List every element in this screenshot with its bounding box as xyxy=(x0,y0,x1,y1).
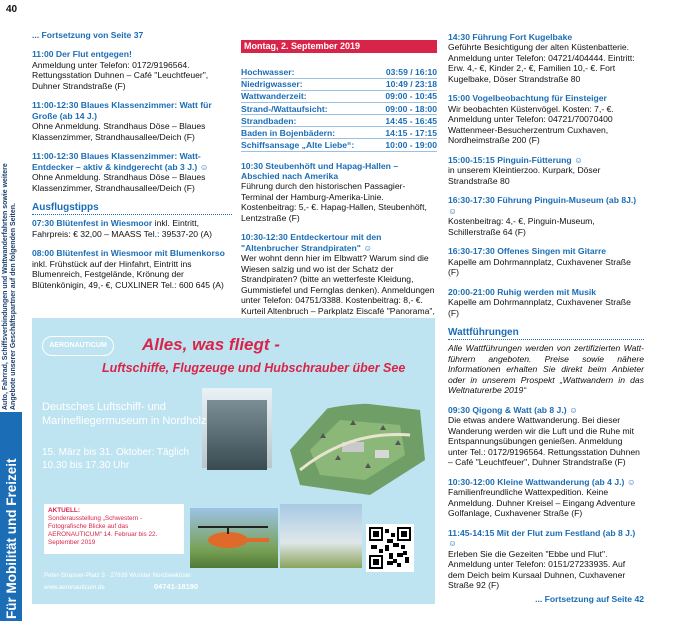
event-text: Kapelle am Dohrmannplatz, Cuxhavener Straße (F) xyxy=(448,256,631,278)
watt-title: 11:45-14:15 Mit der Flut zum Festland (ab 8 J.) ☺ xyxy=(448,527,636,549)
ad-phone: 04741-18190 xyxy=(154,582,199,591)
event-text: Anmeldung unter Telefon: 0172/9196564. Rettungsstation Duhnen – Café "Leuchtfeuer", Duhner Strandstraße (F) xyxy=(32,59,209,91)
trip-entry xyxy=(32,218,232,239)
ad-photo-exhibit xyxy=(207,400,267,470)
event-entry xyxy=(448,93,644,145)
ad-opening-hours: 15. März bis 31. Oktober: Täglich 10.30 bis 17.30 Uhr xyxy=(42,447,190,471)
tide-value: 03:59 / 16:10 xyxy=(376,67,437,79)
page-number: 40 xyxy=(6,4,18,15)
ad-special-exhibit xyxy=(44,504,184,554)
tide-row xyxy=(241,115,437,127)
tide-value: 09:00 - 18:00 xyxy=(376,103,437,115)
tide-label: Baden in Bojenbädern: xyxy=(241,127,376,139)
helicopter-icon xyxy=(190,508,278,568)
trip-text: Fahrpreis: € 32,00 – MAASS Tel.: 39537-20 (A) xyxy=(32,228,212,239)
tide-table xyxy=(241,67,437,152)
ad-site-map xyxy=(280,390,430,500)
event-entry xyxy=(241,161,437,224)
tide-row xyxy=(241,127,437,139)
event-title: 10:30 Steubenhöft und Hapag-Hallen – Abschied nach Amerika xyxy=(241,160,399,181)
column-middle xyxy=(241,40,437,336)
event-entry xyxy=(448,32,644,84)
trip-title: 08:00 Blütenfest in Wiesmoor mit Blumenkorso xyxy=(32,248,225,259)
event-title: 16:30-17:30 Führung Pinguin-Museum (ab 8J.) ☺ xyxy=(448,195,637,216)
ad-box-text: Sonderausstellung „Schwestern - Fotografische Blicke auf das AERONAUTICUM“ 14. Februar bis 22. September 2019 xyxy=(48,515,158,546)
ad-title: Alles, was fliegt - xyxy=(142,335,280,354)
ad-museum-name: Deutsches Luftschiff- und Marinefliegermuseum in Nordholz xyxy=(42,401,207,428)
tide-row xyxy=(241,103,437,115)
continued-from: ... Fortsetzung von Seite 37 xyxy=(32,30,144,40)
ad-logo: AERONAUTICUM xyxy=(42,336,114,356)
column-left xyxy=(32,30,232,299)
tide-row xyxy=(241,91,437,103)
ad-photo-helicopter xyxy=(190,508,278,568)
tide-value: 10:00 - 19:00 xyxy=(376,139,437,151)
ad-box-title: AKTUELL: xyxy=(48,507,80,514)
event-title: 14:30 Führung Fort Kugelbake xyxy=(448,32,573,42)
tide-label: Schiffsansage „Alte Liebe“: xyxy=(241,139,376,151)
museum-ad xyxy=(32,318,435,604)
event-entry xyxy=(241,232,437,326)
sidebar-tab xyxy=(0,412,22,621)
trip-text: inkl. Frühstück auf der Hinfahrt, Eintritt ins Blumenreich, Festgelände, Krönung der Blütenkönigin, 49,- €, CUXLINER Tel.: 600 645 (A) xyxy=(32,258,224,290)
event-title: 16:30-17:30 Offenes Singen mit Gitarre xyxy=(448,246,607,257)
event-entry xyxy=(448,195,644,237)
tide-value: 09:00 - 10:45 xyxy=(376,91,437,103)
trip-title-suffix: inkl. Eintritt, xyxy=(152,218,200,229)
column-right xyxy=(448,32,644,604)
watt-intro: Alle Wattführungen werden von zertifizierten Watt-führern angeboten. Preise sowie nähere Informationen erhalten Sie direkt beim Anbieter oder in unserem Prospekt „Wattwandern in das Weltnaturerbe 2019“ xyxy=(448,343,644,396)
date-header: Montag, 2. September 2019 xyxy=(241,40,437,53)
sidebar-note: Auto, Fahrrad, Schiffsverbindungen und Wattwanderfahrten sowie weitere Angebote unserer Geschäftspartner auf den folgenden Seiten. xyxy=(2,163,18,410)
watt-entry xyxy=(448,528,644,591)
trip-title: 07:30 Blütenfest in Wiesmoor xyxy=(32,218,153,229)
section-title-trips: Ausflugstipps xyxy=(32,202,232,215)
watt-text: Die etwas andere Wattwanderung. Bei dieser Wanderung werden wir die Luft und die Ruhe mit Entspannungsübungen genießen. Anmeldung unter Tel.: 0172/9196564. Rettungsstation Duhnen – Café "Leuchtfeuer", Duhner Strandstraße (F) xyxy=(448,415,640,468)
tide-label: Strandbaden: xyxy=(241,115,376,127)
section-title-watt: Wattführungen xyxy=(448,327,644,340)
event-title: 15:00 Vogelbeobachtung für Einsteiger xyxy=(448,93,607,104)
ad-address: Peter-Strasser-Platz 3 · 27639 Wurster Nordseeküste xyxy=(44,572,191,579)
event-title: 20:00-21:00 Ruhig werden mit Musik xyxy=(448,286,597,297)
event-text: Ohne Anmeldung. Strandhaus Döse – Blaues Klassenzimmer, Strandhausallee/Deich (F) xyxy=(32,172,206,193)
qr-code-icon xyxy=(366,524,414,572)
watt-title: 09:30 Qigong & Watt (ab 8 J.) ☺ xyxy=(448,404,578,415)
tide-value: 14:45 - 16:45 xyxy=(376,115,437,127)
event-text: Wer wohnt denn hier im Elbwatt? Warum sind die Wiesen salzig und wo ist der Schatz der Strandpiraten? (bitte an wetterfeste Kleidung, Gummistiefel und Fernglas denken). Anmeldungen unter Telefon: 04751/3388. Kostenbeitrag: 8,- €. Kurteil Altenbruch – Parkplatz Eiscafé "Panorama", xyxy=(241,253,435,316)
event-text: in unserem Kleintierzoo. Kurpark, Döser Strandstraße 80 xyxy=(448,165,601,186)
sidebar-title: Für Mobilität und Freizeit xyxy=(4,458,19,619)
trip-entry xyxy=(32,248,232,290)
event-text: Kostenbeitrag: 4,- €, Pinguin-Museum, Schillerstraße 64 (F) xyxy=(448,216,595,237)
ad-website: www.aeronauticum.de xyxy=(44,584,105,591)
event-title: 11:00-12:30 Blaues Klassenzimmer: Watt für Große (ab 14 J.) xyxy=(32,100,212,121)
ad-photo-museum xyxy=(280,504,362,568)
event-entry xyxy=(32,151,232,193)
tide-label: Niedrigwasser: xyxy=(241,79,376,91)
event-entry xyxy=(448,287,644,318)
continued-to: ... Fortsetzung auf Seite 42 xyxy=(535,593,644,604)
event-entry xyxy=(448,246,644,277)
event-text: Geführte Besichtigung der alten Küstenbatterie. Anmeldung unter Telefon: 04721/404444. Eintritt: Erw. 4,- €, Kinder 2,- €, Familien 10,- €. Fort Kugelbake, Döser Strandstraße 80 xyxy=(448,42,635,84)
event-text: Wir beobachten Küstenvögel. Kosten: 7,- €. Anmeldung unter Telefon: 04721/70070400 Wattenmeer-Besucherzentrum Cuxhaven, Nordheimstraße 200 (F) xyxy=(448,103,614,146)
event-entry xyxy=(32,49,232,91)
tide-label: Wattwanderzeit: xyxy=(241,91,376,103)
tide-label: Strand-/Wattaufsicht: xyxy=(241,103,376,115)
ad-subtitle: Luftschiffe, Flugzeuge und Hubschrauber über See xyxy=(102,361,406,375)
watt-text: Erleben Sie die Gezeiten "Ebbe und Flut". Anmeldung unter Telefon: 0151/27233935. Auf dem Deich beim Kursaal Duhnen, Cuxhavener Straße 92 (F) xyxy=(448,548,626,591)
tide-row xyxy=(241,79,437,91)
tide-row xyxy=(241,67,437,79)
event-title: 10:30-12:30 Entdeckertour mit den "Altenbrucher Strandpiraten" ☺ xyxy=(241,232,382,253)
event-text: Kapelle am Dohrmannplatz, Cuxhavener Straße (F) xyxy=(448,297,631,318)
event-entry xyxy=(32,100,232,142)
event-title: 11:00 Der Flut entgegen! xyxy=(32,49,132,60)
watt-entry xyxy=(448,477,644,519)
watt-text: Familienfreundliche Wattexpedition. Keine Anmeldung. Duhner Kreisel – Eingang Adventure Golfanlage, Cuxhavener Straße (F) xyxy=(448,487,636,519)
tide-label: Hochwasser: xyxy=(241,67,376,79)
event-text: Führung durch den historischen Passagier-Terminal der Hamburg-Amerika-Linie. Kostenbeitrag: 5,- €. Hapag-Hallen, Steubenhöft, Lentzstraße (F) xyxy=(241,181,427,223)
watt-title: 10:30-12:00 Kleine Wattwanderung (ab 4 J.) ☺ xyxy=(448,476,636,487)
event-title: 11:00-12:30 Blaues Klassenzimmer: Watt-Entdecker – aktiv & kindgerecht (ab 3 J.) ☺ xyxy=(32,151,209,172)
event-entry xyxy=(448,155,644,186)
tide-row xyxy=(241,139,437,151)
tide-value: 14:15 - 17:15 xyxy=(376,127,437,139)
tide-value: 10:49 / 23:18 xyxy=(376,79,437,91)
watt-entry xyxy=(448,405,644,468)
event-title: 15:00-15:15 Pinguin-Fütterung ☺ xyxy=(448,154,583,165)
event-text: Ohne Anmeldung. Strandhaus Döse – Blaues Klassenzimmer, Strandhausallee/Deich (F) xyxy=(32,121,206,142)
